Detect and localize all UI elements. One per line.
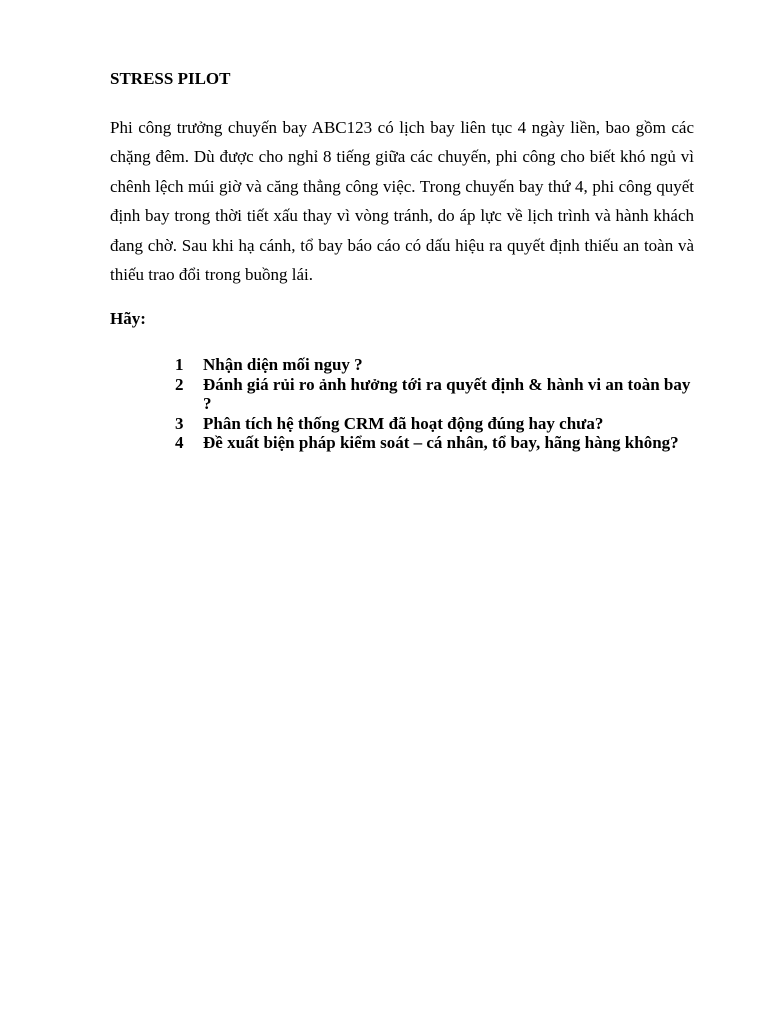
question-item — [175, 433, 695, 453]
question-item — [175, 355, 695, 375]
question-item — [175, 375, 695, 414]
case-description-paragraph: Phi công trưởng chuyến bay ABC123 có lịch bay liên tục 4 ngày liền, bao gồm các chặng đêm. Dù được cho nghỉ 8 tiếng giữa các chuyến, phi công cho biết khó ngủ vì chênh lệch múi giờ và căng thẳng công việc. Trong chuyến bay thứ 4, phi công quyết định bay trong thời tiết xấu thay vì vòng tránh, do áp lực về lịch trình và hành khách đang chờ. Sau khi hạ cánh, tổ bay báo cáo có dấu hiệu ra quyết định thiếu an toàn và thiếu trao đổi trong buồng lái. — [110, 118, 694, 285]
question-number: 4 — [175, 433, 184, 452]
question-text: Đề xuất biện pháp kiểm soát – cá nhân, tổ bay, hãng hàng không? — [203, 433, 679, 452]
question-list — [175, 355, 695, 453]
question-number: 2 — [175, 374, 184, 394]
question-number: 3 — [175, 413, 184, 433]
document-title: STRESS PILOT — [110, 69, 231, 88]
question-text: Nhận diện mối nguy ? — [203, 355, 363, 374]
question-text: Đánh giá rủi ro ảnh hưởng tới ra quyết định & hành vi an toàn bay ? — [203, 374, 691, 413]
task-heading: Hãy: — [110, 309, 146, 328]
question-number: 1 — [175, 355, 184, 374]
question-item — [175, 414, 695, 434]
question-text: Phân tích hệ thống CRM đã hoạt động đúng hay chưa? — [203, 413, 604, 433]
